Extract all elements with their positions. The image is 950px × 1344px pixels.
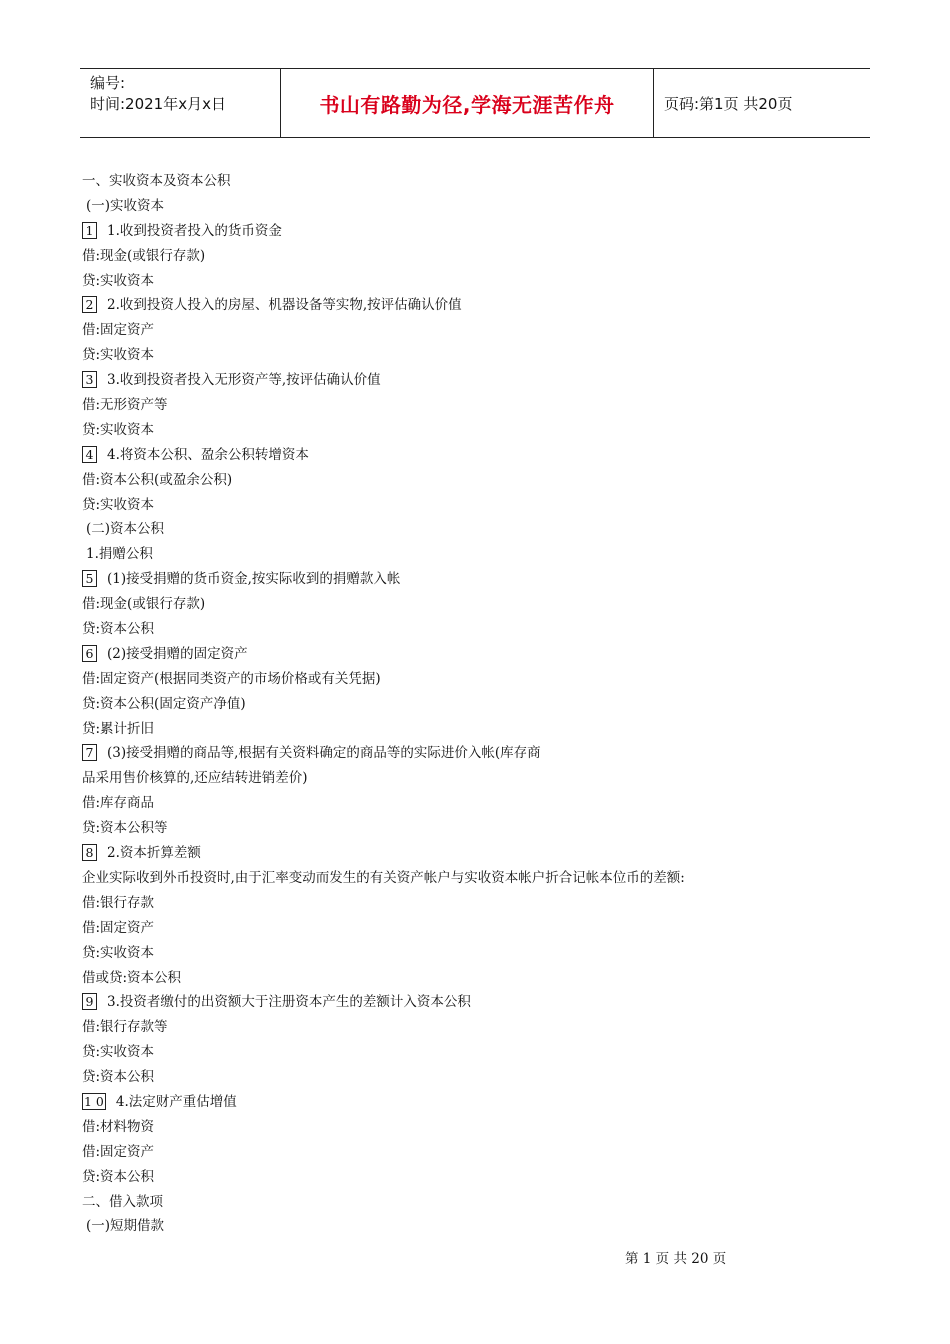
line-text: 借:库存商品 [82, 795, 155, 812]
entry-number-box: 4 [82, 446, 97, 463]
line-text: 一、实收资本及资本公积 [82, 173, 231, 189]
line-text: 贷:实收资本 [82, 421, 155, 438]
entry-number-box: 8 [82, 844, 97, 861]
line-text: 借:银行存款 [82, 894, 155, 911]
text-line [82, 816, 872, 841]
line-text: 1.收到投资者投入的货币资金 [107, 222, 282, 239]
line-text: (一)短期借款 [86, 1218, 165, 1235]
text-line [82, 293, 872, 318]
line-text: 借或贷:资本公积 [82, 969, 182, 986]
text-line [82, 642, 872, 667]
entry-number-box: 5 [82, 570, 97, 587]
line-text: 借:固定资产 [82, 1143, 155, 1160]
page-footer: 第 1 页 共 20 页 [625, 1251, 727, 1267]
line-text: (一)实收资本 [86, 197, 165, 214]
line-text: 借:固定资产 [82, 322, 155, 339]
line-text: 借:资本公积(或盈余公积) [82, 471, 233, 488]
line-text: 1.捐赠公积 [86, 546, 153, 563]
text-line [82, 493, 872, 518]
text-line [82, 169, 872, 194]
line-text: (3)接受捐赠的商品等,根据有关资料确定的商品等的实际进价入帐(库存商 [107, 745, 541, 762]
text-line [82, 891, 872, 916]
text-line [82, 1214, 872, 1239]
text-line [82, 393, 872, 418]
line-text: 2.收到投资人投入的房屋、机器设备等实物,按评估确认价值 [107, 297, 462, 314]
text-line [82, 517, 872, 542]
text-line [82, 368, 872, 393]
text-line [82, 269, 872, 294]
entry-number-box: 3 [82, 371, 97, 388]
text-line [82, 219, 872, 244]
text-line [82, 717, 872, 742]
text-line [82, 194, 872, 219]
line-text: 借:现金(或银行存款) [82, 596, 206, 613]
text-line [82, 791, 872, 816]
text-line [82, 1165, 872, 1190]
line-text: 2.资本折算差额 [107, 845, 201, 862]
line-text: 借:银行存款等 [82, 1019, 168, 1036]
line-text: 贷:资本公积 [82, 1069, 155, 1086]
text-line [82, 966, 872, 991]
text-line [82, 667, 872, 692]
line-text: 4.将资本公积、盈余公积转增资本 [107, 446, 309, 463]
text-line [82, 318, 872, 343]
text-line [82, 443, 872, 468]
text-line [82, 841, 872, 866]
text-line [82, 567, 872, 592]
entry-number-box: 1 [82, 222, 97, 239]
line-text: 3.投资者缴付的出资额大于注册资本产生的差额计入资本公积 [107, 994, 471, 1011]
text-line [82, 990, 872, 1015]
text-line [82, 418, 872, 443]
text-line [82, 244, 872, 269]
entry-number-box: 6 [82, 645, 97, 662]
line-text: 二、借入款项 [82, 1193, 163, 1210]
line-text: 借:材料物资 [82, 1118, 155, 1135]
text-line [82, 1115, 872, 1140]
document-date: 时间:2021年x月x日 [90, 95, 226, 113]
line-text: 贷:实收资本 [82, 944, 155, 961]
entry-number-box: 9 [82, 993, 97, 1010]
text-line [82, 692, 872, 717]
text-line [82, 468, 872, 493]
line-text: (二)资本公积 [86, 521, 165, 538]
header-page-info: 页码:第1页 共20页 [664, 94, 793, 113]
line-text: 企业实际收到外币投资时,由于汇率变动而发生的有关资产帐户与实收资本帐户折合记帐本位币的差额: [82, 869, 685, 886]
text-line [82, 916, 872, 941]
page-header [80, 68, 870, 138]
line-text: 借:固定资产(根据同类资产的市场价格或有关凭据) [82, 670, 381, 687]
text-line [82, 542, 872, 567]
text-line [82, 1065, 872, 1090]
line-text: 4.法定财产重估增值 [115, 1093, 237, 1110]
line-text: 贷:实收资本 [82, 347, 155, 364]
line-text: 贷:实收资本 [82, 1044, 155, 1061]
text-line [82, 866, 872, 891]
line-text: 借:现金(或银行存款) [82, 247, 206, 264]
text-line [82, 592, 872, 617]
text-line [82, 1190, 872, 1215]
header-motto: 书山有路勤为径,学海无涯苦作舟 [281, 69, 654, 137]
header-meta [80, 69, 281, 137]
line-text: 借:固定资产 [82, 919, 155, 936]
line-text: 贷:资本公积 [82, 621, 155, 638]
line-text: 借:无形资产等 [82, 397, 168, 414]
text-line [82, 617, 872, 642]
document-number-label: 编号: [90, 74, 126, 92]
entry-number-box: 1 0 [84, 1093, 104, 1109]
text-line [82, 1090, 872, 1115]
text-line [82, 1040, 872, 1065]
line-text: 贷:资本公积(固定资产净值) [82, 695, 246, 712]
entry-number-box: 7 [82, 744, 97, 761]
line-text: 贷:累计折旧 [82, 720, 155, 737]
line-text: (2)接受捐赠的固定资产 [107, 645, 248, 662]
text-line [82, 741, 872, 766]
line-text: 贷:资本公积等 [82, 820, 168, 837]
line-text: 贷:实收资本 [82, 272, 155, 289]
line-text: 品采用售价核算的,还应结转进销差价) [82, 770, 308, 787]
text-line [82, 343, 872, 368]
line-text: (1)接受捐赠的货币资金,按实际收到的捐赠款入帐 [107, 571, 401, 588]
line-text: 贷:资本公积 [82, 1168, 155, 1185]
text-line [82, 766, 872, 791]
entry-number-box: 2 [82, 296, 97, 313]
text-line [82, 941, 872, 966]
text-line [82, 1140, 872, 1165]
line-text: 3.收到投资者投入无形资产等,按评估确认价值 [107, 372, 381, 389]
text-line [82, 1015, 872, 1040]
line-text: 贷:实收资本 [82, 496, 155, 513]
document-body [82, 169, 872, 1239]
